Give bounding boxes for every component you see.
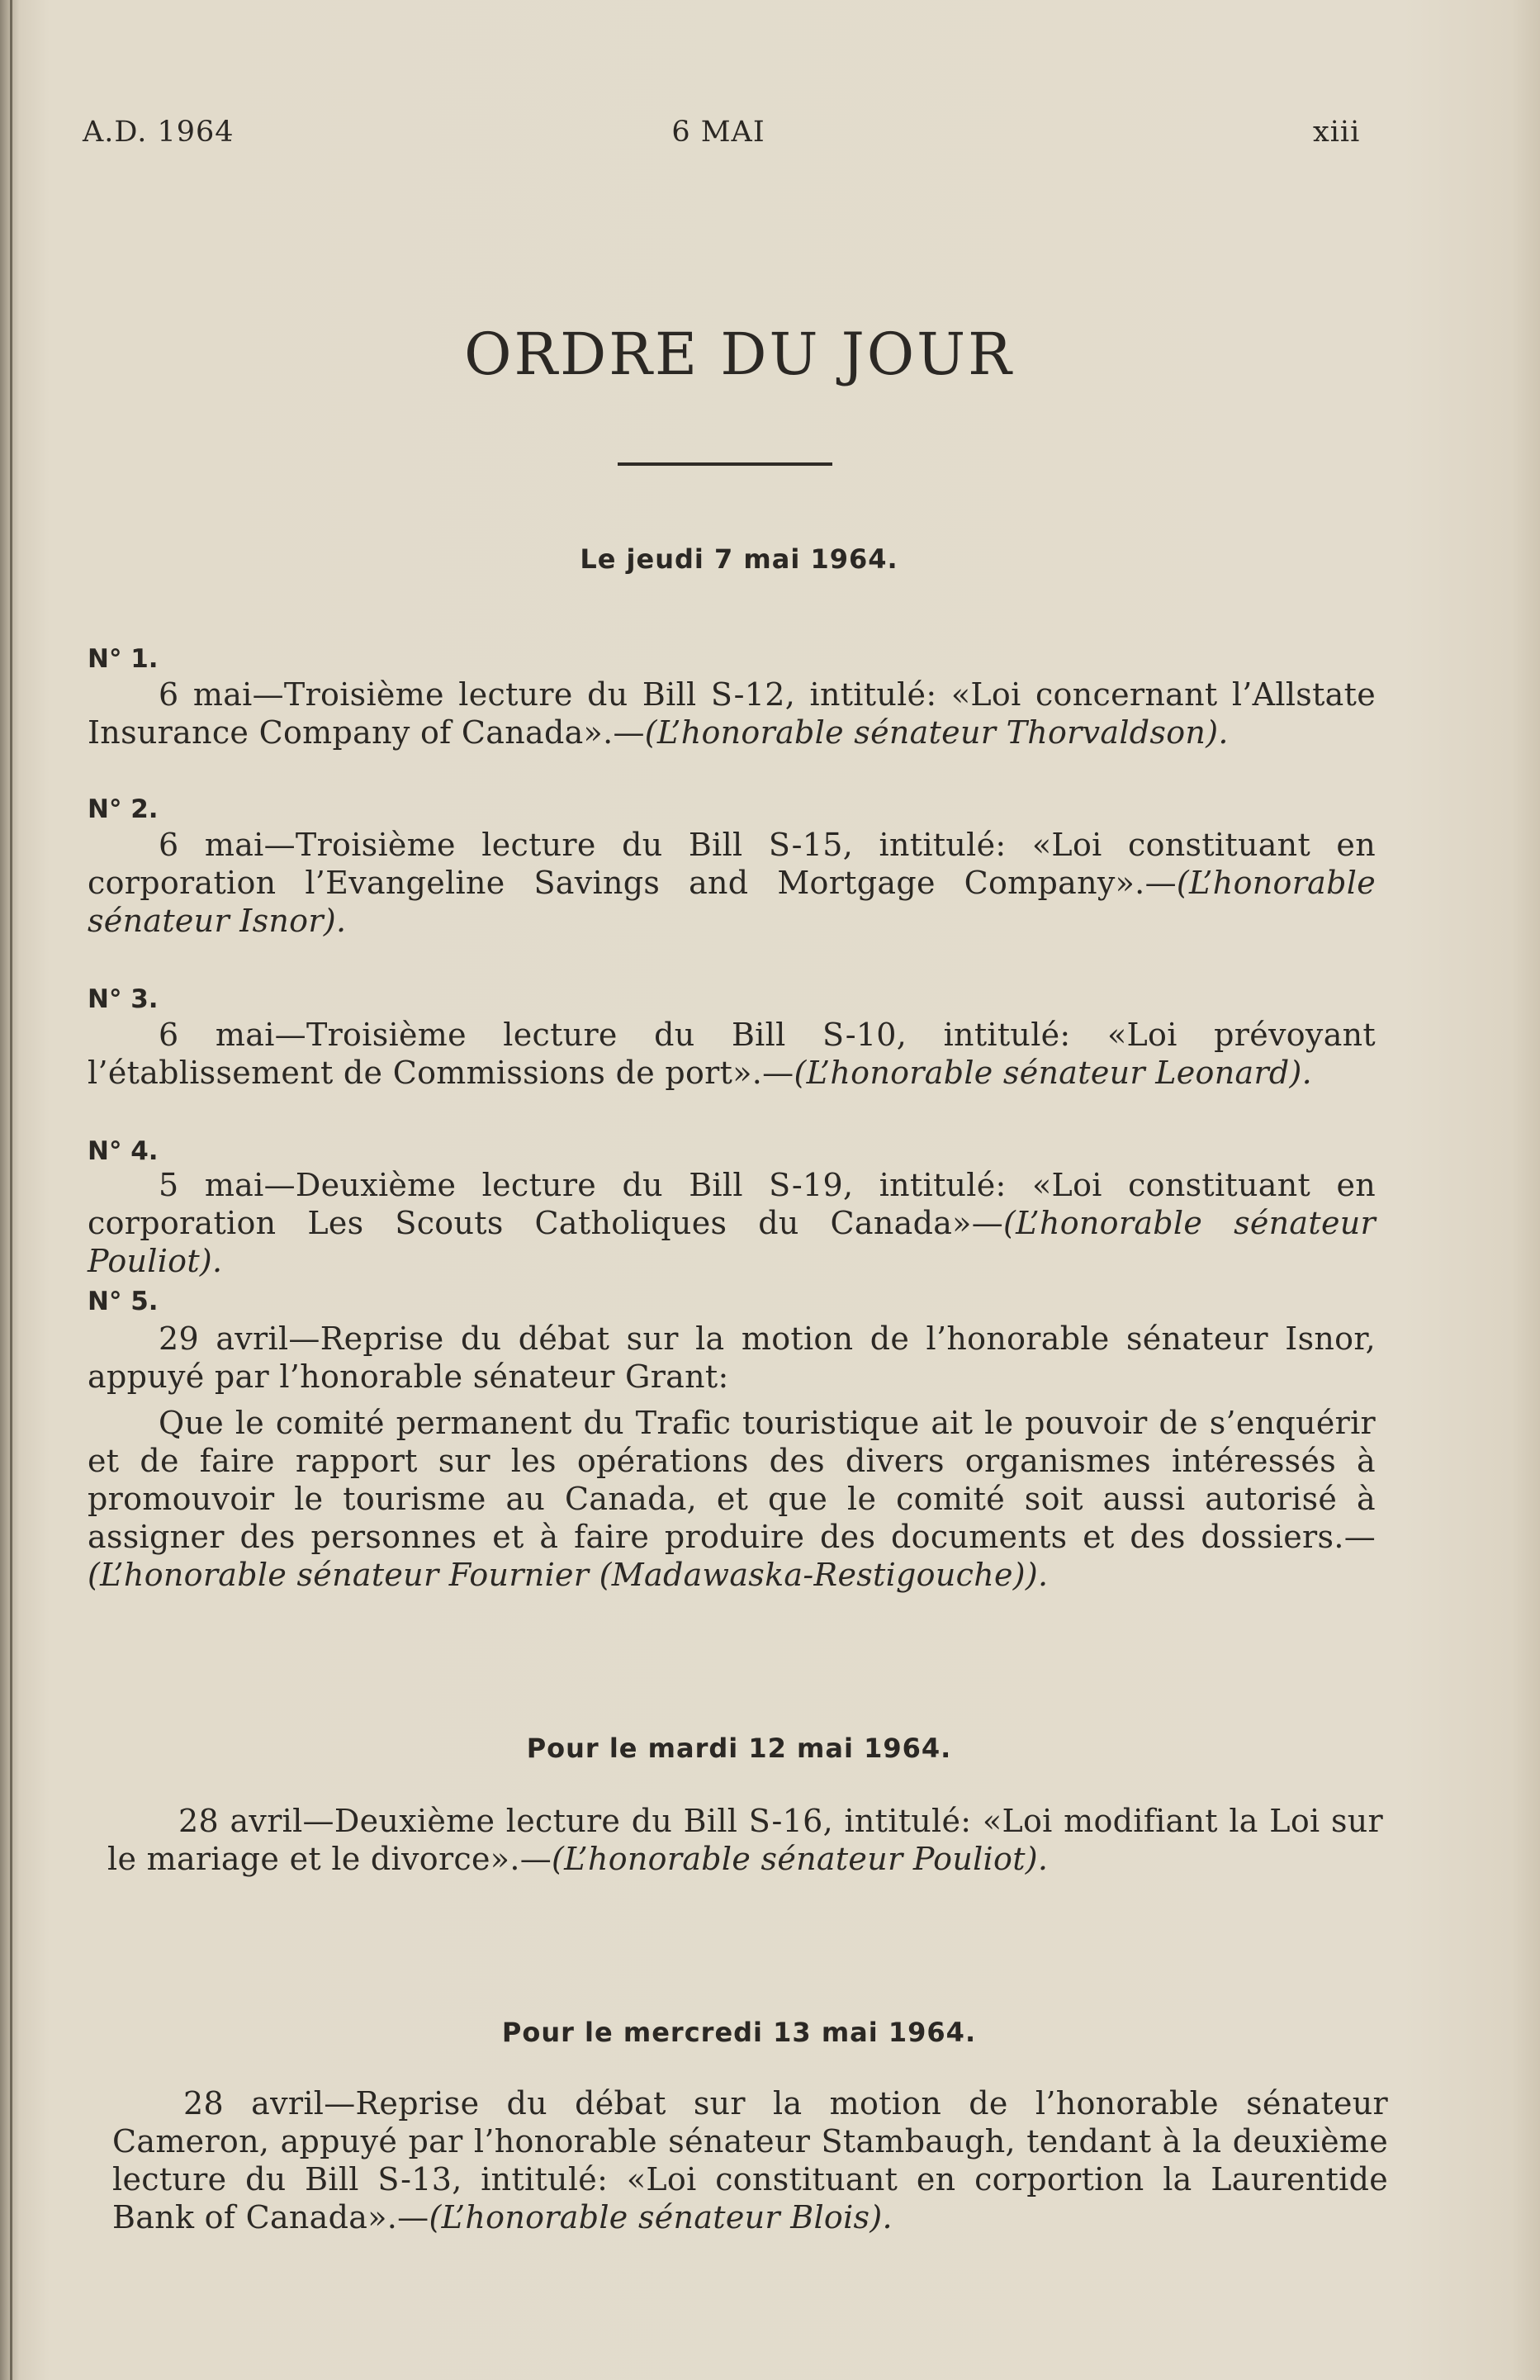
running-header: [0, 116, 1540, 157]
item-attribution: (L’honorable sénateur Pouliot).: [88, 1205, 1376, 1279]
title-rule: [618, 462, 832, 466]
page-title: ORDRE DU JOUR: [464, 320, 1014, 388]
motion-text: Que le comité permanent du Trafic touristique ait le pouvoir de s’enquérir et de faire rapport sur les opérations des divers organismes intéressés à promouvoir le tourisme au Canada, et que le comité soit aussi autorisé à assigner des personnes et à faire produire des documents et des dossiers.—: [88, 1405, 1376, 1555]
order-item-3: [88, 1016, 1376, 1092]
section-heading-thursday: Le jeudi 7 mai 1964.: [580, 543, 898, 575]
item-text: 6 mai—Troisième lecture du Bill S-12, intitulé: «Loi concernant l’Allstate Insurance Company of Canada».—: [88, 676, 1376, 751]
item-number-4: N° 4.: [88, 1136, 159, 1166]
item-text: 28 avril—Reprise du débat sur la motion de l’honorable sénateur Cameron, appuyé par l’honorable sénateur Stambaugh, tendant à la deuxième lecture du Bill S-13, intitulé: «Loi constituant en corportion la Laurentide Bank of Canada».—: [112, 2085, 1388, 2235]
item-number-2: N° 2.: [88, 794, 159, 824]
order-item-5: [88, 1320, 1376, 1396]
item-attribution: (L’honorable sénateur Leonard).: [794, 1055, 1313, 1091]
section-heading-tuesday: Pour le mardi 12 mai 1964.: [526, 1733, 952, 1764]
item-text: 29 avril—Reprise du débat sur la motion de l’honorable sénateur Isnor, appuyé par l’honorable sénateur Grant:: [88, 1320, 1376, 1395]
item-text: 28 avril—Deuxième lecture du Bill S-16, intitulé: «Loi modifiant la Loi sur le mariage et le divorce».—: [107, 1803, 1383, 1877]
order-item-tuesday: [107, 1802, 1383, 1878]
item-attribution: (L’honorable sénateur Fournier (Madawaska-Restigouche)).: [88, 1557, 1049, 1593]
item-number-3: N° 3.: [88, 984, 159, 1014]
order-item-4: [88, 1166, 1376, 1280]
item-text: 6 mai—Troisième lecture du Bill S-15, intitulé: «Loi constituant en corporation l’Evangeline Savings and Mortgage Company».—: [88, 827, 1376, 901]
item-text: 5 mai—Deuxième lecture du Bill S-19, intitulé: «Loi constituant en corporation Les Scouts Catholiques du Canada»—: [88, 1167, 1376, 1241]
order-item-2: [88, 826, 1376, 940]
header-date: 6 MAI: [671, 116, 765, 149]
order-item-1: [88, 676, 1376, 751]
header-year: A.D. 1964: [83, 116, 235, 149]
section-heading-wednesday: Pour le mercredi 13 mai 1964.: [501, 2017, 977, 2048]
order-item-5-motion: [88, 1404, 1376, 1594]
item-number-1: N° 1.: [88, 644, 159, 674]
item-number-5: N° 5.: [88, 1287, 159, 1316]
header-page-number: xiii: [1313, 116, 1361, 149]
item-attribution: (L’honorable sénateur Pouliot).: [552, 1841, 1049, 1877]
item-attribution: (L’honorable sénateur Thorvaldson).: [644, 714, 1229, 751]
order-item-wednesday: [112, 2084, 1388, 2236]
item-attribution: (L’honorable sénateur Blois).: [429, 2199, 893, 2235]
item-text: 6 mai—Troisième lecture du Bill S-10, intitulé: «Loi prévoyant l’établissement de Commissions de port».—: [88, 1017, 1376, 1091]
item-attribution: (L’honorable sénateur Isnor).: [88, 865, 1376, 939]
